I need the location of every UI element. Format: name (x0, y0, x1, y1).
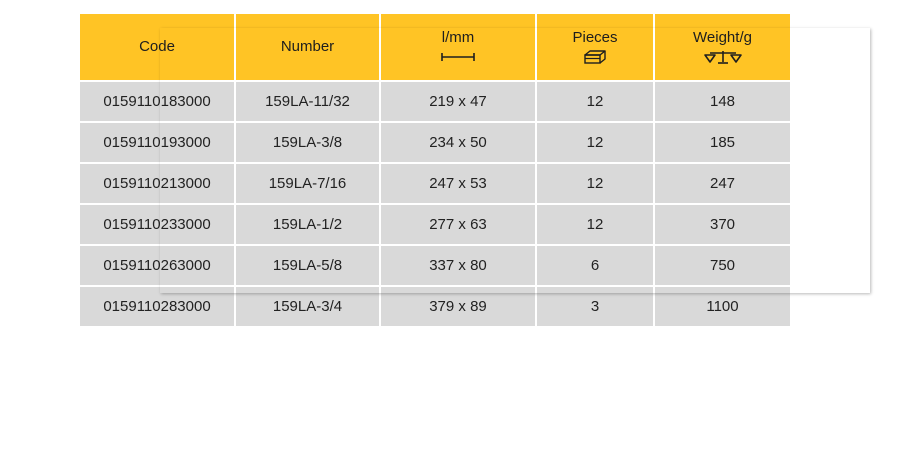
cell-weight: 185 (654, 122, 790, 163)
column-header-weight-label: Weight/g (693, 29, 752, 47)
table-row[interactable] (80, 286, 790, 326)
scale-balance-icon (657, 49, 788, 65)
product-spec-table (80, 14, 790, 326)
column-header-code (80, 14, 235, 81)
cell-number: 159LA-1/2 (235, 204, 380, 245)
column-header-length-label: l/mm (441, 29, 475, 47)
table-row[interactable] (80, 245, 790, 286)
length-measure-icon (383, 49, 533, 65)
cell-pieces: 3 (536, 286, 654, 326)
cell-weight: 1100 (654, 286, 790, 326)
cell-code: 0159110213000 (80, 163, 235, 204)
cell-code: 0159110283000 (80, 286, 235, 326)
table-header-row (80, 14, 790, 81)
cell-pieces: 12 (536, 204, 654, 245)
cell-length: 337 x 80 (380, 245, 536, 286)
cell-number: 159LA-11/32 (235, 81, 380, 122)
cell-number: 159LA-3/4 (235, 286, 380, 326)
cell-length: 277 x 63 (380, 204, 536, 245)
column-header-number-label: Number (280, 38, 335, 56)
cell-weight: 750 (654, 245, 790, 286)
column-header-code-label: Code (139, 38, 175, 56)
column-header-number (235, 14, 380, 81)
cell-pieces: 12 (536, 122, 654, 163)
cell-pieces: 12 (536, 81, 654, 122)
product-spec-table-container (80, 14, 790, 326)
cell-code: 0159110193000 (80, 122, 235, 163)
column-header-length (380, 14, 536, 81)
cell-number: 159LA-7/16 (235, 163, 380, 204)
column-header-pieces (536, 14, 654, 81)
cell-pieces: 6 (536, 245, 654, 286)
cell-length: 247 x 53 (380, 163, 536, 204)
cell-number: 159LA-5/8 (235, 245, 380, 286)
table-header (80, 14, 790, 81)
box-package-icon (539, 49, 651, 65)
cell-weight: 247 (654, 163, 790, 204)
table-row[interactable] (80, 122, 790, 163)
column-header-weight (654, 14, 790, 81)
table-row[interactable] (80, 204, 790, 245)
table-body (80, 81, 790, 326)
cell-weight: 370 (654, 204, 790, 245)
cell-weight: 148 (654, 81, 790, 122)
column-header-pieces-label: Pieces (572, 29, 618, 47)
cell-code: 0159110233000 (80, 204, 235, 245)
cell-pieces: 12 (536, 163, 654, 204)
cell-number: 159LA-3/8 (235, 122, 380, 163)
table-row[interactable] (80, 163, 790, 204)
cell-length: 379 x 89 (380, 286, 536, 326)
cell-code: 0159110183000 (80, 81, 235, 122)
cell-code: 0159110263000 (80, 245, 235, 286)
cell-length: 219 x 47 (380, 81, 536, 122)
table-row[interactable] (80, 81, 790, 122)
cell-length: 234 x 50 (380, 122, 536, 163)
